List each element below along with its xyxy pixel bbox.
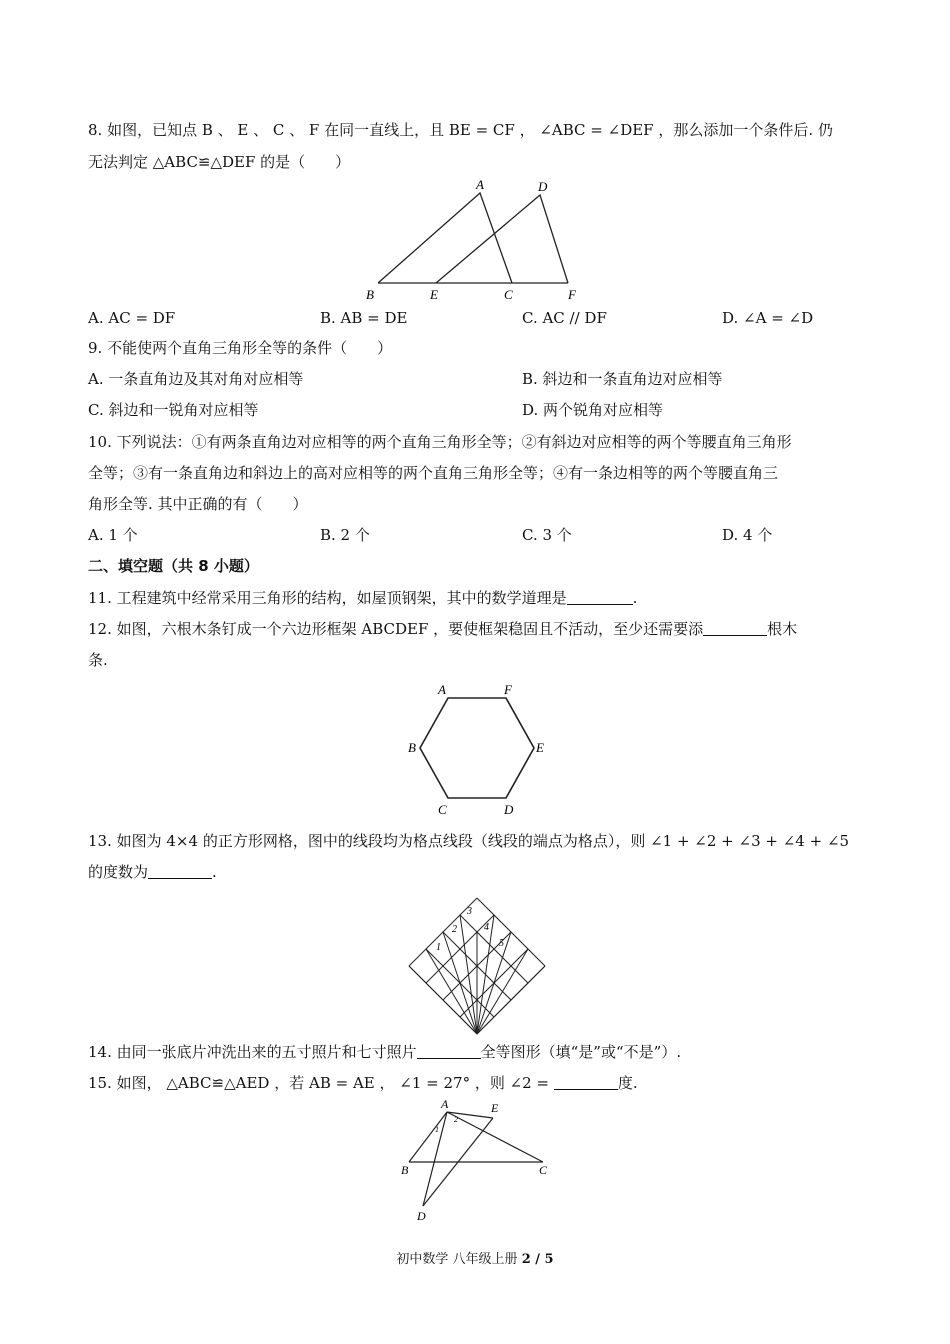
q10-option-c: C. 3 个 (522, 526, 572, 544)
q10-stem-line2: 全等；③有一条直角边和斜边上的高对应相等的两个直角三角形全等；④有一条边相等的两个等腰直角三 (88, 464, 779, 482)
q12-label-d: D (504, 802, 514, 817)
q14-answer-blank[interactable] (417, 1044, 481, 1059)
q15-label-a: A (441, 1097, 449, 1111)
q8-label-f: F (568, 287, 576, 302)
q9-option-a: A. 一条直角边及其对角对应相等 (88, 370, 304, 388)
q10-stem-line3: 角形全等. 其中正确的有（ ） (88, 495, 308, 513)
q12-hexagon-figure (400, 680, 560, 820)
q10-option-d: D. 4 个 (722, 526, 773, 544)
q12-label-f: F (504, 682, 512, 697)
q14-text: 14. 由同一张底片冲洗出来的五寸照片和七寸照片 (88, 1043, 417, 1061)
q15-text: 15. 如图， △ABC≌△AED ，若 AB = AE ， ∠1 = 27° ，则 ∠2 = (88, 1074, 550, 1092)
q8-option-c: C. AC // DF (522, 309, 607, 327)
q12-label-e: E (536, 740, 544, 755)
q15-stem (88, 1073, 638, 1093)
section-heading-fill-blank: 二、填空题（共 8 小题） (88, 557, 259, 575)
q8-label-c: C (504, 287, 513, 302)
q8-label-b: B (366, 287, 374, 302)
q9-option-c: C. 斜边和一锐角对应相等 (88, 401, 259, 419)
q14-stem (88, 1042, 681, 1062)
q15-label-e: E (491, 1101, 499, 1115)
q13-angle-label-2: 2 (452, 924, 457, 935)
q15-label-c: C (539, 1163, 548, 1177)
page-footer (0, 1248, 950, 1267)
q11-stem (88, 588, 637, 608)
q13-angle-label-3: 3 (467, 906, 472, 917)
fan-segment (477, 932, 511, 1034)
page-number: 2 / 5 (521, 1252, 554, 1267)
q10-stem-line1: 10. 下列说法：①有两条直角边对应相等的两个直角三角形全等；②有斜边对应相等的两个等腰直角三角形 (88, 433, 792, 451)
q10-option-a: A. 1 个 (88, 526, 138, 544)
q12-label-b: B (408, 740, 416, 755)
q15-text-end: 度. (617, 1074, 638, 1092)
q13-angle-label-4: 4 (484, 922, 489, 933)
q13-text-end: . (212, 863, 217, 881)
q12-label-c: C (438, 802, 447, 817)
q15-angle-label-1: 1 (435, 1125, 439, 1134)
q15-triangle-figure (395, 1096, 555, 1226)
q13-angle-label-5: 5 (499, 938, 504, 949)
q12-answer-blank[interactable] (703, 621, 767, 636)
q13-angle-label-1: 1 (436, 942, 441, 953)
q10-option-b: B. 2 个 (320, 526, 370, 544)
q13-text: 的度数为 (88, 863, 149, 881)
footer-text: 初中数学 八年级上册 (396, 1252, 522, 1267)
q13-answer-blank[interactable] (148, 864, 212, 879)
q8-option-d: D. ∠A = ∠D (722, 309, 814, 327)
q12-stem-line2: 条. (88, 651, 108, 669)
q8-option-b: B. AB = DE (320, 309, 408, 327)
q12-stem-line1 (88, 619, 797, 639)
fan-segment (426, 949, 477, 1034)
q13-grid-figure (405, 888, 549, 1036)
fan-segment (477, 949, 528, 1034)
q8-label-d: D (538, 179, 548, 194)
q12-text-end: 根木 (767, 620, 798, 638)
q15-answer-blank[interactable] (554, 1075, 618, 1090)
q8-triangle-figure (360, 175, 590, 305)
q8-option-a: A. AC = DF (88, 309, 176, 327)
q13-stem-line1: 13. 如图为 4×4 的正方形网格，图中的线段均为格点线段（线段的端点为格点），则 ∠1 + ∠2 + ∠3 + ∠4 + ∠5 (88, 832, 850, 850)
q8-stem-line1: 8. 如图，已知点 B 、 E 、 C 、 F 在同一直线上，且 BE = CF ， ∠ABC = ∠DEF ，那么添加一个条件后. 仍 (88, 121, 833, 139)
q12-label-a: A (438, 682, 446, 697)
q15-label-d: D (417, 1209, 426, 1223)
q9-stem: 9. 不能使两个直角三角形全等的条件（ ） (88, 339, 393, 357)
q8-label-e: E (430, 287, 438, 302)
fan-segment (460, 915, 477, 1034)
q11-answer-blank[interactable] (567, 590, 633, 605)
q12-text: 12. 如图，六根木条钉成一个六边形框架 ABCDEF ，要使框架稳固且不活动，至少还需要添 (88, 620, 704, 638)
q14-text-end: 全等图形（填“是”或“不是”）. (480, 1043, 682, 1061)
q9-option-b: B. 斜边和一条直角边对应相等 (522, 370, 723, 388)
fan-segment (443, 932, 477, 1034)
q13-stem-line2 (88, 862, 217, 882)
q11-text-end: . (632, 589, 638, 607)
q8-label-a: A (476, 177, 484, 192)
q9-option-d: D. 两个锐角对应相等 (522, 401, 664, 419)
q8-stem-line2: 无法判定 △ABC≌△DEF 的是（ ） (88, 153, 351, 171)
q11-text: 11. 工程建筑中经常采用三角形的结构，如屋顶钢架，其中的数学道理是 (88, 589, 567, 607)
q15-label-b: B (401, 1163, 409, 1177)
q15-angle-label-2: 2 (454, 1115, 458, 1124)
